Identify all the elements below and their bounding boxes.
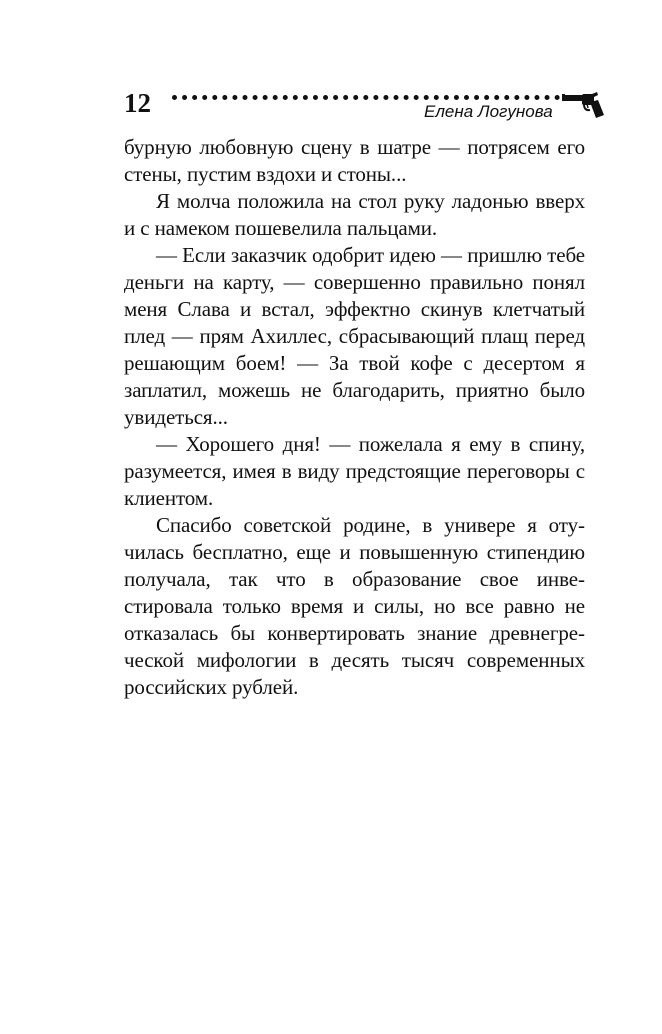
body-text xyxy=(124,134,585,701)
paragraph: бурную любовную сцену в шатре — потрясем его стены, пустим вздохи и стоны... xyxy=(124,135,585,186)
header-dotted-rule xyxy=(172,95,560,100)
paragraph: Спасибо советской родине, в универе я отучилась бесплатно, еще и повышенную стипендию получала, так что в образование свое инвестировала только время и силы, но все равно не отказалась бы конвертировать знание древнегреческой мифологии в десять тысяч современных российских рублей. xyxy=(124,513,585,699)
paragraph: Я молча положила на стол руку ладонью вверх и с намеком пошевелила пальцами. xyxy=(124,189,585,240)
author-name: Елена Логунова xyxy=(424,102,553,121)
paragraph: — Если заказчик одобрит идею — пришлю тебе деньги на карту, — совершенно правильно понял меня Слава и встал, эффектно скинув клетчатый плед — прям Ахиллес, сбрасывающий плащ перед решающим боем! — За твой кофе с десертом я заплатил, можешь не благодарить, приятно было увидеться... xyxy=(124,243,585,429)
page-number: 12 xyxy=(124,88,151,118)
paragraph: — Хорошего дня! — пожелала я ему в спину, разумеется, имея в виду предстоящие переговоры с клиентом. xyxy=(124,432,585,510)
revolver-icon xyxy=(562,92,604,118)
